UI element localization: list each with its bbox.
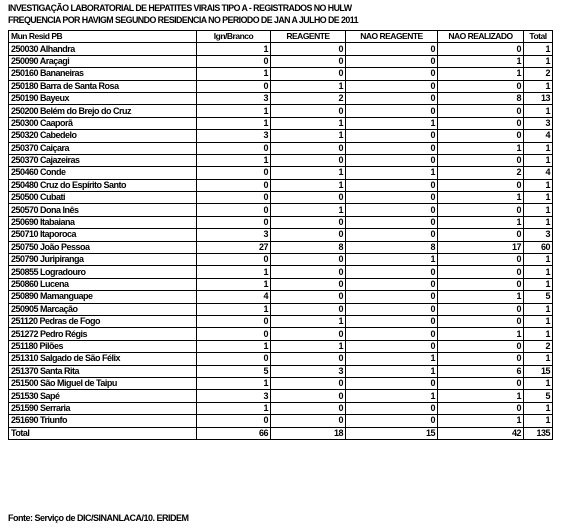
count-cell: 1 [346, 254, 438, 266]
municipality-cell: 250300 Caaporã [9, 117, 197, 129]
count-cell: 0 [346, 340, 438, 352]
municipality-cell: 250370 Cajazeiras [9, 154, 197, 166]
count-cell: 1 [524, 353, 553, 365]
total-value-cell: 42 [438, 427, 524, 439]
table-row [9, 130, 553, 142]
municipality-cell: 250860 Lucena [9, 278, 197, 290]
count-cell: 0 [271, 353, 346, 365]
municipality-cell: 251180 Pilões [9, 340, 197, 352]
count-cell: 0 [271, 55, 346, 67]
count-cell: 1 [197, 154, 271, 166]
count-cell: 1 [271, 340, 346, 352]
total-value-cell: 15 [346, 427, 438, 439]
municipality-cell: 250370 Caiçara [9, 142, 197, 154]
count-cell: 4 [197, 291, 271, 303]
count-cell: 0 [346, 216, 438, 228]
count-cell: 1 [524, 216, 553, 228]
total-label-cell: Total [9, 427, 197, 439]
municipality-cell: 251500 São Miguel de Taipu [9, 377, 197, 389]
municipality-cell: 250750 João Pessoa [9, 241, 197, 253]
count-cell: 1 [524, 415, 553, 427]
count-cell: 1 [271, 130, 346, 142]
count-cell: 1 [438, 68, 524, 80]
table-row [9, 92, 553, 104]
count-cell: 1 [524, 328, 553, 340]
count-cell: 0 [438, 154, 524, 166]
municipality-cell: 251120 Pedras de Fogo [9, 315, 197, 327]
count-cell: 1 [197, 402, 271, 414]
count-cell: 1 [524, 266, 553, 278]
count-cell: 0 [346, 303, 438, 315]
count-cell: 0 [197, 192, 271, 204]
count-cell: 0 [271, 68, 346, 80]
count-cell: 1 [438, 390, 524, 402]
municipality-cell: 251690 Triunfo [9, 415, 197, 427]
count-cell: 0 [197, 204, 271, 216]
count-cell: 1 [197, 278, 271, 290]
count-cell: 0 [346, 68, 438, 80]
municipality-cell: 250500 Cubati [9, 192, 197, 204]
table-row [9, 216, 553, 228]
count-cell: 0 [346, 377, 438, 389]
count-cell: 1 [438, 415, 524, 427]
table-row [9, 204, 553, 216]
count-cell: 0 [271, 266, 346, 278]
municipality-cell: 251590 Serraria [9, 402, 197, 414]
count-cell: 0 [438, 254, 524, 266]
total-value-cell: 135 [524, 427, 553, 439]
count-cell: 1 [524, 204, 553, 216]
header-value-cell: REAGENTE [271, 31, 346, 43]
count-cell: 0 [438, 353, 524, 365]
table-row [9, 117, 553, 129]
municipality-cell: 250710 Itaporoca [9, 229, 197, 241]
count-cell: 0 [438, 130, 524, 142]
count-cell: 0 [271, 291, 346, 303]
count-cell: 1 [524, 105, 553, 117]
count-cell: 0 [346, 43, 438, 55]
count-cell: 0 [271, 278, 346, 290]
header-label-cell: Mun Resid PB [9, 31, 197, 43]
count-cell: 1 [346, 365, 438, 377]
municipality-cell: 250855 Logradouro [9, 266, 197, 278]
table-row [9, 315, 553, 327]
count-cell: 15 [524, 365, 553, 377]
count-cell: 0 [346, 142, 438, 154]
count-cell: 0 [346, 229, 438, 241]
count-cell: 27 [197, 241, 271, 253]
count-cell: 8 [438, 92, 524, 104]
count-cell: 0 [271, 415, 346, 427]
count-cell: 0 [271, 43, 346, 55]
table-header-row [9, 31, 553, 43]
count-cell: 0 [346, 105, 438, 117]
count-cell: 0 [346, 328, 438, 340]
municipality-cell: 250190 Bayeux [9, 92, 197, 104]
count-cell: 0 [346, 291, 438, 303]
count-cell: 1 [346, 167, 438, 179]
municipality-cell: 250090 Araçagi [9, 55, 197, 67]
municipality-cell: 250570 Dona Inês [9, 204, 197, 216]
count-cell: 0 [271, 229, 346, 241]
municipality-cell: 250200 Belém do Brejo do Cruz [9, 105, 197, 117]
municipality-cell: 250160 Bananeiras [9, 68, 197, 80]
count-cell: 0 [271, 105, 346, 117]
count-cell: 1 [197, 43, 271, 55]
count-cell: 0 [346, 402, 438, 414]
count-cell: 1 [524, 315, 553, 327]
count-cell: 0 [346, 192, 438, 204]
header-value-cell: Ign/Branco [197, 31, 271, 43]
count-cell: 1 [524, 142, 553, 154]
count-cell: 0 [346, 154, 438, 166]
count-cell: 0 [346, 415, 438, 427]
count-cell: 0 [197, 55, 271, 67]
count-cell: 4 [524, 167, 553, 179]
count-cell: 1 [524, 192, 553, 204]
count-cell: 0 [271, 377, 346, 389]
table-row [9, 377, 553, 389]
count-cell: 0 [271, 402, 346, 414]
count-cell: 1 [524, 179, 553, 191]
count-cell: 0 [271, 142, 346, 154]
count-cell: 0 [271, 154, 346, 166]
count-cell: 1 [271, 167, 346, 179]
count-cell: 1 [197, 377, 271, 389]
count-cell: 0 [197, 254, 271, 266]
municipality-cell: 251530 Sapé [9, 390, 197, 402]
table-row [9, 167, 553, 179]
count-cell: 0 [438, 402, 524, 414]
total-value-cell: 18 [271, 427, 346, 439]
header-value-cell: NAO REAGENTE [346, 31, 438, 43]
count-cell: 1 [271, 80, 346, 92]
count-cell: 0 [197, 328, 271, 340]
count-cell: 0 [438, 303, 524, 315]
table-row [9, 154, 553, 166]
report-title-line-1: INVESTIGAÇÃO LABORATORIAL DE HEPATITES VIRAIS TIPO A - REGISTRADOS NO HULW [8, 3, 352, 14]
count-cell: 1 [271, 315, 346, 327]
count-cell: 0 [438, 80, 524, 92]
count-cell: 1 [438, 55, 524, 67]
count-cell: 0 [438, 278, 524, 290]
count-cell: 0 [271, 192, 346, 204]
count-cell: 0 [438, 229, 524, 241]
count-cell: 8 [271, 241, 346, 253]
municipality-cell: 250890 Mamanguape [9, 291, 197, 303]
count-cell: 1 [346, 117, 438, 129]
count-cell: 1 [438, 192, 524, 204]
count-cell: 0 [438, 315, 524, 327]
table-row [9, 278, 553, 290]
count-cell: 1 [438, 328, 524, 340]
count-cell: 4 [524, 130, 553, 142]
count-cell: 0 [438, 340, 524, 352]
count-cell: 0 [197, 179, 271, 191]
count-cell: 1 [271, 179, 346, 191]
count-cell: 60 [524, 241, 553, 253]
source-note: Fonte: Serviço de DIC/SINANLACA/10. ERIDEM [8, 513, 189, 523]
count-cell: 1 [524, 43, 553, 55]
count-cell: 0 [346, 204, 438, 216]
table-row [9, 303, 553, 315]
count-cell: 0 [197, 415, 271, 427]
table-row [9, 142, 553, 154]
count-cell: 1 [197, 68, 271, 80]
count-cell: 1 [197, 303, 271, 315]
table-total-row [9, 427, 553, 439]
count-cell: 0 [197, 167, 271, 179]
count-cell: 0 [346, 266, 438, 278]
frequency-table [8, 30, 553, 440]
count-cell: 5 [197, 365, 271, 377]
count-cell: 1 [346, 353, 438, 365]
table-row [9, 365, 553, 377]
table-row [9, 241, 553, 253]
count-cell: 0 [197, 80, 271, 92]
count-cell: 1 [524, 80, 553, 92]
table-row [9, 266, 553, 278]
table-row [9, 105, 553, 117]
table-row [9, 80, 553, 92]
table-row [9, 179, 553, 191]
count-cell: 0 [438, 377, 524, 389]
count-cell: 1 [438, 142, 524, 154]
count-cell: 5 [524, 390, 553, 402]
count-cell: 0 [438, 43, 524, 55]
count-cell: 0 [271, 303, 346, 315]
count-cell: 1 [197, 340, 271, 352]
count-cell: 1 [524, 278, 553, 290]
count-cell: 1 [438, 291, 524, 303]
count-cell: 3 [197, 229, 271, 241]
table-row [9, 254, 553, 266]
count-cell: 1 [271, 117, 346, 129]
count-cell: 0 [438, 266, 524, 278]
table-row [9, 229, 553, 241]
count-cell: 8 [346, 241, 438, 253]
count-cell: 0 [346, 179, 438, 191]
count-cell: 0 [346, 55, 438, 67]
table-row [9, 43, 553, 55]
count-cell: 0 [197, 353, 271, 365]
count-cell: 1 [524, 303, 553, 315]
count-cell: 2 [524, 340, 553, 352]
municipality-cell: 251272 Pedro Régis [9, 328, 197, 340]
count-cell: 0 [271, 328, 346, 340]
count-cell: 0 [346, 80, 438, 92]
table-row [9, 353, 553, 365]
count-cell: 1 [524, 254, 553, 266]
table-row [9, 402, 553, 414]
table-row [9, 328, 553, 340]
municipality-cell: 250790 Juripiranga [9, 254, 197, 266]
count-cell: 1 [197, 266, 271, 278]
count-cell: 6 [438, 365, 524, 377]
count-cell: 0 [346, 130, 438, 142]
count-cell: 3 [524, 229, 553, 241]
count-cell: 0 [271, 254, 346, 266]
count-cell: 3 [197, 390, 271, 402]
count-cell: 1 [524, 402, 553, 414]
count-cell: 5 [524, 291, 553, 303]
count-cell: 0 [346, 315, 438, 327]
count-cell: 3 [197, 130, 271, 142]
report-title-line-2: FREQUENCIA POR HAVIGM SEGUNDO RESIDENCIA NO PERIODO DE JAN A JULHO DE 2011 [8, 15, 358, 26]
count-cell: 0 [271, 390, 346, 402]
table-row [9, 55, 553, 67]
count-cell: 3 [271, 365, 346, 377]
municipality-cell: 250460 Conde [9, 167, 197, 179]
count-cell: 1 [346, 390, 438, 402]
count-cell: 0 [346, 92, 438, 104]
count-cell: 13 [524, 92, 553, 104]
count-cell: 3 [524, 117, 553, 129]
count-cell: 0 [197, 216, 271, 228]
municipality-cell: 250180 Barra de Santa Rosa [9, 80, 197, 92]
header-value-cell: NAO REALIZADO [438, 31, 524, 43]
count-cell: 1 [197, 105, 271, 117]
table-row [9, 390, 553, 402]
count-cell: 1 [197, 117, 271, 129]
count-cell: 0 [346, 278, 438, 290]
count-cell: 2 [524, 68, 553, 80]
municipality-cell: 250690 Itabaiana [9, 216, 197, 228]
count-cell: 0 [438, 179, 524, 191]
count-cell: 0 [197, 315, 271, 327]
municipality-cell: 250320 Cabedelo [9, 130, 197, 142]
header-value-cell: Total [524, 31, 553, 43]
table-row [9, 68, 553, 80]
count-cell: 1 [438, 216, 524, 228]
table-row [9, 291, 553, 303]
count-cell: 3 [197, 92, 271, 104]
count-cell: 1 [524, 377, 553, 389]
municipality-cell: 250030 Alhandra [9, 43, 197, 55]
count-cell: 2 [438, 167, 524, 179]
table-row [9, 192, 553, 204]
count-cell: 0 [438, 204, 524, 216]
count-cell: 17 [438, 241, 524, 253]
count-cell: 2 [271, 92, 346, 104]
count-cell: 1 [271, 204, 346, 216]
municipality-cell: 251310 Salgado de São Félix [9, 353, 197, 365]
count-cell: 0 [197, 142, 271, 154]
municipality-cell: 250480 Cruz do Espírito Santo [9, 179, 197, 191]
total-value-cell: 66 [197, 427, 271, 439]
count-cell: 0 [438, 105, 524, 117]
count-cell: 1 [524, 55, 553, 67]
count-cell: 1 [524, 154, 553, 166]
table-row [9, 340, 553, 352]
count-cell: 0 [438, 117, 524, 129]
count-cell: 0 [271, 216, 346, 228]
municipality-cell: 250905 Marcação [9, 303, 197, 315]
municipality-cell: 251370 Santa Rita [9, 365, 197, 377]
table-row [9, 415, 553, 427]
